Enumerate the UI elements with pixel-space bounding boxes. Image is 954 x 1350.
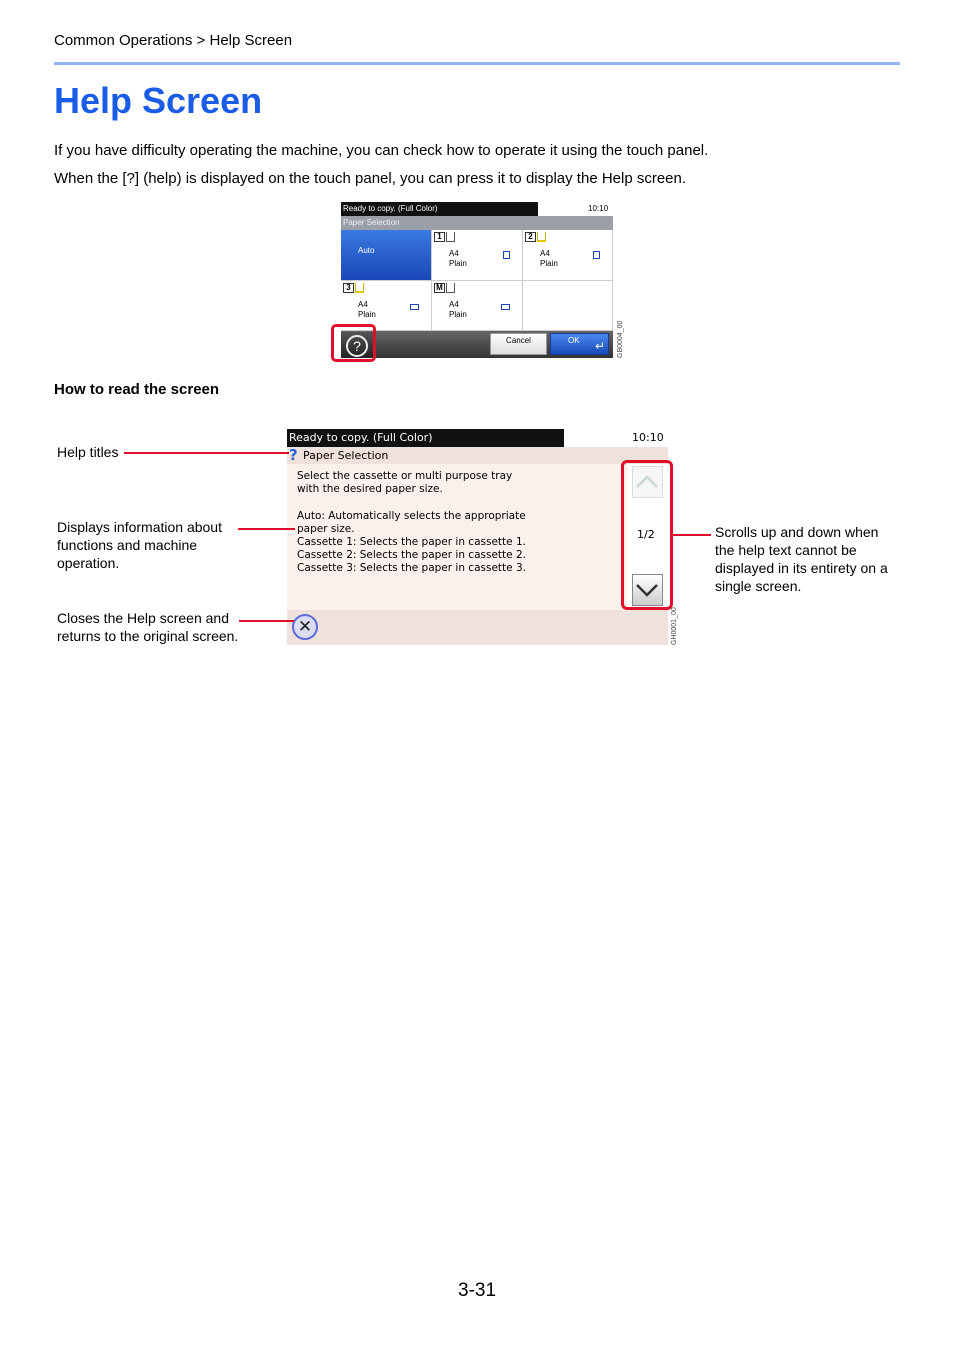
- paper-type: Plain: [540, 259, 558, 268]
- paper-size: A4: [540, 249, 550, 258]
- breadcrumb: Common Operations > Help Screen: [54, 32, 293, 49]
- paper-size: A4: [449, 300, 459, 309]
- help-title-bar: [287, 447, 668, 464]
- image-code: GB0004_00: [617, 320, 624, 358]
- paper-type: Plain: [358, 310, 376, 319]
- leader-line: [239, 620, 294, 622]
- help-body-text: Select the cassette or multi purpose tray with the desired paper size. Auto: Automatically selects the appropriate paper size. Cassette 1: Selects the paper in cassette 1. Cassette 2: Selects the paper in cassette 2. Cassette 3: Selects the paper in cassette 3.: [297, 470, 526, 575]
- clock: 10:10: [588, 204, 609, 213]
- help-screen-illustration: [287, 429, 668, 645]
- scroll-highlight: [621, 460, 673, 610]
- close-help-button[interactable]: ✕: [292, 614, 318, 640]
- bottom-bar: [341, 331, 613, 358]
- paper-type: Plain: [449, 259, 467, 268]
- portrait-orientation-icon: [593, 251, 600, 259]
- tray-2-button[interactable]: [523, 230, 613, 281]
- callout-close: Closes the Help screen and returns to the original screen.: [57, 610, 239, 644]
- leader-line: [124, 452, 289, 454]
- tray-1-button[interactable]: [432, 230, 523, 281]
- empty-cell: [523, 281, 613, 331]
- section-heading: How to read the screen: [54, 381, 220, 398]
- help-button-highlight: [331, 324, 376, 362]
- paper-type: Plain: [449, 310, 467, 319]
- page-title: Help Screen: [54, 80, 263, 121]
- callout-info: Displays information about functions and machine operation.: [57, 519, 222, 571]
- portrait-orientation-icon: [503, 251, 510, 259]
- auto-label: Auto: [358, 246, 375, 255]
- screen-header: Paper Selection: [341, 216, 613, 230]
- paper-size: A4: [449, 249, 459, 258]
- header-rule: [54, 62, 900, 65]
- auto-button[interactable]: [341, 230, 432, 281]
- landscape-orientation-icon: [501, 304, 510, 310]
- page-indicator: 1/2: [637, 528, 655, 541]
- clock: 10:10: [632, 431, 664, 444]
- cassette-icon: 2: [525, 232, 546, 243]
- cassette-icon: 3: [343, 283, 364, 294]
- leader-line: [673, 534, 711, 536]
- callout-help-titles: Help titles: [57, 444, 119, 460]
- intro-paragraph-2: When the [?] (help) is displayed on the touch panel, you can press it to display the Help screen.: [54, 170, 687, 187]
- return-icon: ↵: [594, 339, 605, 353]
- help-title: Paper Selection: [303, 449, 389, 462]
- question-icon: ?: [346, 335, 368, 357]
- page-number: 3-31: [458, 1280, 497, 1301]
- status-bar: Ready to copy. (Full Color): [341, 202, 538, 216]
- leader-line: [238, 528, 295, 530]
- copy-screen-illustration: [341, 202, 613, 358]
- cancel-button[interactable]: Cancel: [490, 333, 547, 355]
- ok-label: OK: [568, 336, 580, 345]
- intro-paragraph-1: If you have difficulty operating the machine, you can check how to operate it using the touch panel.: [54, 142, 709, 159]
- image-code: GH0001_00: [671, 607, 678, 645]
- ok-button[interactable]: [550, 333, 609, 355]
- cassette-icon: 1: [434, 232, 455, 243]
- help-question-icon: ?: [289, 446, 298, 464]
- paper-size: A4: [358, 300, 368, 309]
- landscape-orientation-icon: [410, 304, 419, 310]
- tray-mp-button[interactable]: [432, 281, 523, 331]
- status-bar: Ready to copy. (Full Color): [287, 429, 564, 447]
- mp-tray-icon: M: [434, 283, 455, 294]
- bottom-bar: [287, 610, 668, 645]
- callout-scroll: Scrolls up and down when the help text cannot be displayed in its entirety on a single screen.: [715, 524, 888, 594]
